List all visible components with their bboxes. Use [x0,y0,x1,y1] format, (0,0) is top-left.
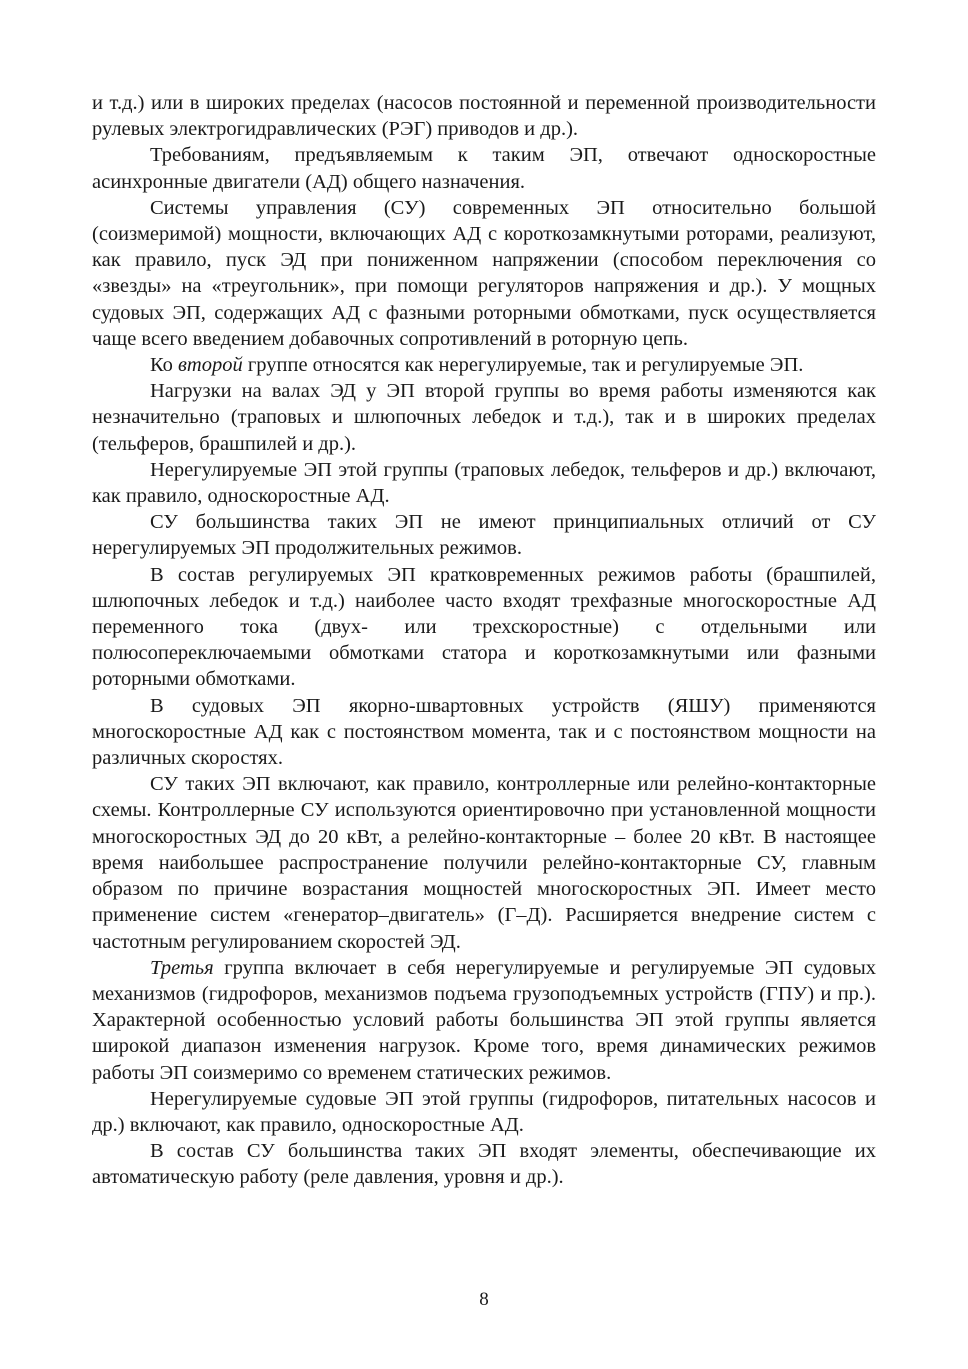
paragraph-9: В судовых ЭП якорно-швартовных устройств (ЯШУ) применяются многоскоростные АД как с постоянством момента, так и с постоянством мощности на различных скоростях. [92,694,876,770]
paragraph-3: Системы управления (СУ) современных ЭП относительно большой (соизмеримой) мощности, включающих АД с короткозамкнутыми роторами, реализуют, как правило, пуск ЭД при пониженном напряжении (способом переключения со «звезды» на «треугольник», при помощи регуляторов напряжения и др.). У мощных судовых ЭП, содержащих АД с фазными роторными обмотками, пуск осуществляется чаще всего введением добавочных сопротивлений в роторную цепь. [92,196,876,350]
page-number: 8 [479,1289,489,1310]
paragraph-11 [92,955,876,1086]
paragraph-11-italic: Третья [150,956,214,979]
paragraph-2: Требованиям, предъявляемым к таким ЭП, отвечают односкоростные асинхронные двигатели (АД) общего назначения. [92,144,876,193]
paragraph-4-lead: Ко [150,354,179,377]
paragraph-6: Нерегулируемые ЭП этой группы (траповых лебедок, тельферов и др.) включают, как правило, односкоростные АД. [92,458,876,508]
paragraph-7: СУ большинства таких ЭП не имеют принципиальных отличий от СУ нерегулируемых ЭП продолжительных режимов. [92,511,876,560]
paragraph-4-tail: группе относятся как нерегулируемые, так и регулируемые ЭП. [242,354,804,377]
paragraph-1: и т.д.) или в широких пределах (насосов постоянной и переменной производительности рулевых электрогидравлических (РЭГ) приводов и др.). [92,92,876,141]
paragraph-4 [92,352,876,378]
paragraph-8: В состав регулируемых ЭП кратковременных режимов работы (брашпилей, шлюпочных лебедок и т.д.) наиболее часто входят трехфазные многоскоростные АД переменного тока (двух- или трехскоростные) с отдельными или полюсопереключаемыми обмотками статора и короткозамкнутыми или фазными роторными обмотками. [92,563,876,691]
paragraph-11-tail: группа включает в себя нерегулируемые и регулируемые ЭП судовых механизмов (гидрофоров, механизмов подъема грузоподъемных устройств (ГПУ) и пр.). Характерной особенностью условий работы большинства ЭП этой группы является широкой диапазон изменения нагрузок. Кроме того, время динамических режимов работы ЭП соизмеримо со временем статических режимов. [92,956,876,1084]
paragraph-12: Нерегулируемые судовые ЭП этой группы (гидрофоров, питательных насосов и др.) включают, как правило, односкоростные АД. [92,1087,876,1136]
document-body [92,90,876,1191]
paragraph-10: СУ таких ЭП включают, как правило, контроллерные или релейно-контакторные схемы. Контроллерные СУ используются ориентировочно при установленной мощности многоскоростных ЭД до 20 кВт, а релейно-контакторные – более 20 кВт. В настоящее время наибольшее распространение получили релейно-контакторные СУ, главным образом по причине возрастания мощностей многоскоростных ЭП. Имеет место применение систем «генератор–двигатель» (Г–Д). Расширяется внедрение систем с частотным регулированием скоростей ЭД. [92,773,876,953]
paragraph-13: В состав СУ большинства таких ЭП входят элементы, обеспечивающие их автоматическую работу (реле давления, уровня и др.). [92,1140,876,1189]
paragraph-4-italic: второй [178,354,243,377]
paragraph-5: Нагрузки на валах ЭД у ЭП второй группы во время работы изменяются как незначительно (траповых и шлюпочных лебедок и т.д.), так и в широких пределах (тельферов, брашпилей и др.). [92,380,876,455]
